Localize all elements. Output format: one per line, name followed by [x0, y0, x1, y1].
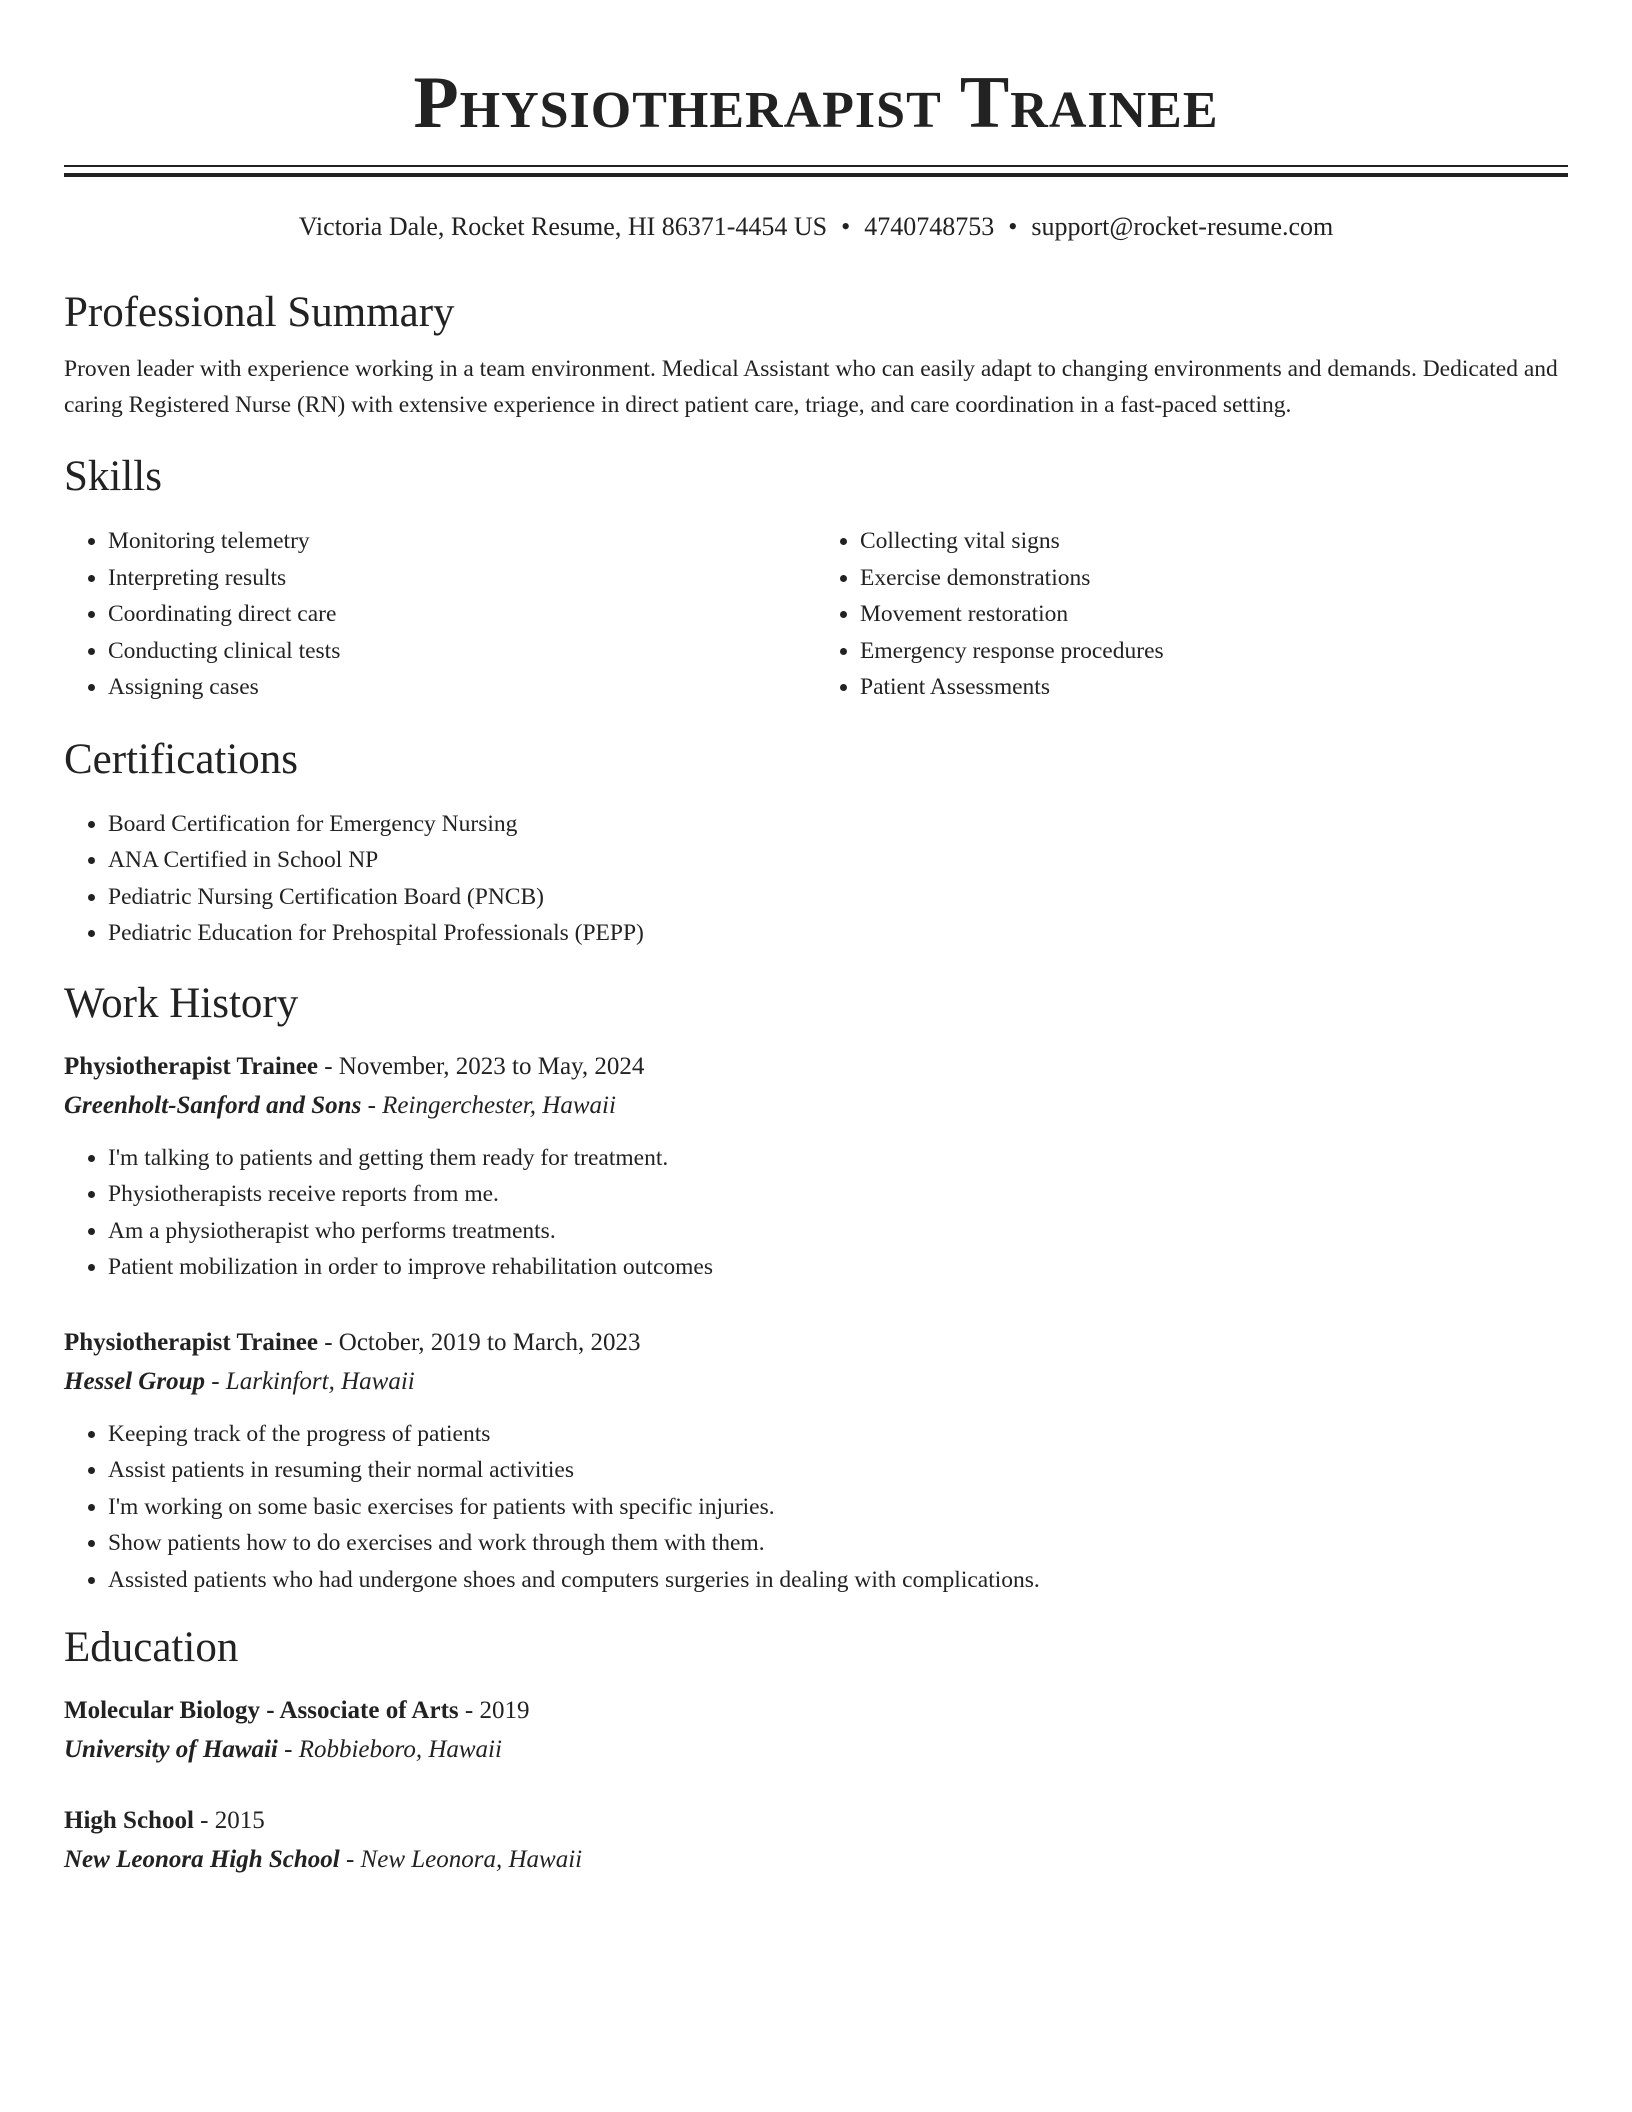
contact-separator: • [841, 212, 851, 241]
contact-line [64, 209, 1568, 245]
education-school-line [64, 1840, 1568, 1880]
contact-email[interactable]: support@rocket-resume.com [1031, 212, 1334, 241]
job-title-line [64, 1324, 1568, 1362]
job-company: Hessel Group [64, 1367, 205, 1395]
job-company-line [64, 1362, 1568, 1402]
skill-item: • Collecting vital signs [860, 523, 1568, 560]
contact-separator: • [1008, 212, 1018, 241]
education-school-line [64, 1730, 1568, 1770]
section-heading-skills: Skills [64, 453, 162, 500]
job-entry [64, 1048, 1568, 1286]
education-location: - Robbieboro, Hawaii [277, 1736, 502, 1763]
education-school: University of Hawaii [64, 1736, 278, 1763]
skill-item: • Movement restoration [860, 596, 1568, 633]
job-bullet: • Assist patients in resuming their normal activities [108, 1452, 1568, 1489]
job-bullet: • Assisted patients who had undergone shoes and computers surgeries in dealing with complications. [108, 1562, 1568, 1599]
skill-item: • Emergency response procedures [860, 633, 1568, 670]
certification-item: • ANA Certified in School NP [108, 842, 1568, 879]
section-heading-work-history: Work History [64, 979, 299, 1027]
skill-item: • Exercise demonstrations [860, 560, 1568, 597]
job-bullet: • Keeping track of the progress of patients [108, 1416, 1568, 1453]
education-entry [64, 1692, 1568, 1770]
job-bullet: • Patient mobilization in order to improve rehabilitation outcomes [108, 1249, 1568, 1286]
skills-list-left [64, 523, 816, 706]
job-title: Physiotherapist Trainee [64, 1328, 318, 1356]
education-degree-line [64, 1692, 1568, 1730]
certifications-section [64, 732, 1568, 952]
job-dates: - October, 2019 to March, 2023 [317, 1328, 641, 1356]
job-title-line [64, 1048, 1568, 1086]
work-history-section [64, 976, 1568, 1599]
education-section [64, 1620, 1568, 1880]
education-school: New Leonora High School [64, 1846, 340, 1873]
education-degree-line [64, 1802, 1568, 1840]
skills-list-right [816, 523, 1568, 706]
section-heading-summary: Professional Summary [64, 289, 455, 336]
job-company-line [64, 1086, 1568, 1126]
job-bullet: • Show patients how to do exercises and work through them with them. [108, 1525, 1568, 1562]
education-degree: High School [64, 1807, 194, 1834]
certification-item: • Pediatric Nursing Certification Board (PNCB) [108, 879, 1568, 916]
education-year: - 2019 [458, 1697, 530, 1724]
summary-text: Proven leader with experience working in a team environment. Medical Assistant who can easily adapt to changing environments and demands. Dedicated and caring Registered Nurse (RN) with extensive experience in direct patient care, triage, and care coordination in a fast-paced setting. [64, 356, 1558, 418]
education-location: - New Leonora, Hawaii [339, 1846, 583, 1873]
job-bullet: • Physiotherapists receive reports from me. [108, 1176, 1568, 1213]
job-location: - Reingerchester, Hawaii [361, 1091, 616, 1119]
resume-title: Physiotherapist Trainee [413, 62, 1219, 144]
skills-section [64, 449, 1568, 706]
job-bullet: • Am a physiotherapist who performs treatments. [108, 1213, 1568, 1250]
contact-phone[interactable]: 4740748753 [864, 212, 995, 241]
summary-section [64, 285, 1568, 423]
skill-item: • Interpreting results [108, 560, 816, 597]
job-bullets [64, 1140, 1568, 1286]
education-entry [64, 1802, 1568, 1880]
title-double-rule [64, 165, 1568, 177]
job-bullet: • I'm working on some basic exercises for patients with specific injuries. [108, 1489, 1568, 1526]
skills-grid [64, 523, 1568, 706]
job-company: Greenholt-Sanford and Sons [64, 1091, 362, 1119]
job-dates: - November, 2023 to May, 2024 [317, 1052, 645, 1080]
job-location: - Larkinfort, Hawaii [204, 1367, 415, 1395]
job-entry [64, 1324, 1568, 1599]
job-bullet: • I'm talking to patients and getting them ready for treatment. [108, 1140, 1568, 1177]
section-heading-education: Education [64, 1624, 239, 1671]
skill-item: • Coordinating direct care [108, 596, 816, 633]
job-title: Physiotherapist Trainee [64, 1052, 318, 1080]
education-degree: Molecular Biology - Associate of Arts [64, 1697, 459, 1724]
certification-item: • Pediatric Education for Prehospital Professionals (PEPP) [108, 915, 1568, 952]
job-bullets [64, 1416, 1568, 1599]
education-year: - 2015 [193, 1807, 265, 1834]
skill-item: • Patient Assessments [860, 669, 1568, 706]
certification-item: • Board Certification for Emergency Nursing [108, 806, 1568, 843]
skill-item: • Assigning cases [108, 669, 816, 706]
skill-item: • Monitoring telemetry [108, 523, 816, 560]
section-heading-certifications: Certifications [64, 735, 299, 783]
contact-address: Victoria Dale, Rocket Resume, HI 86371-4454 US [298, 212, 828, 241]
certifications-list [64, 806, 1568, 952]
skill-item: • Conducting clinical tests [108, 633, 816, 670]
